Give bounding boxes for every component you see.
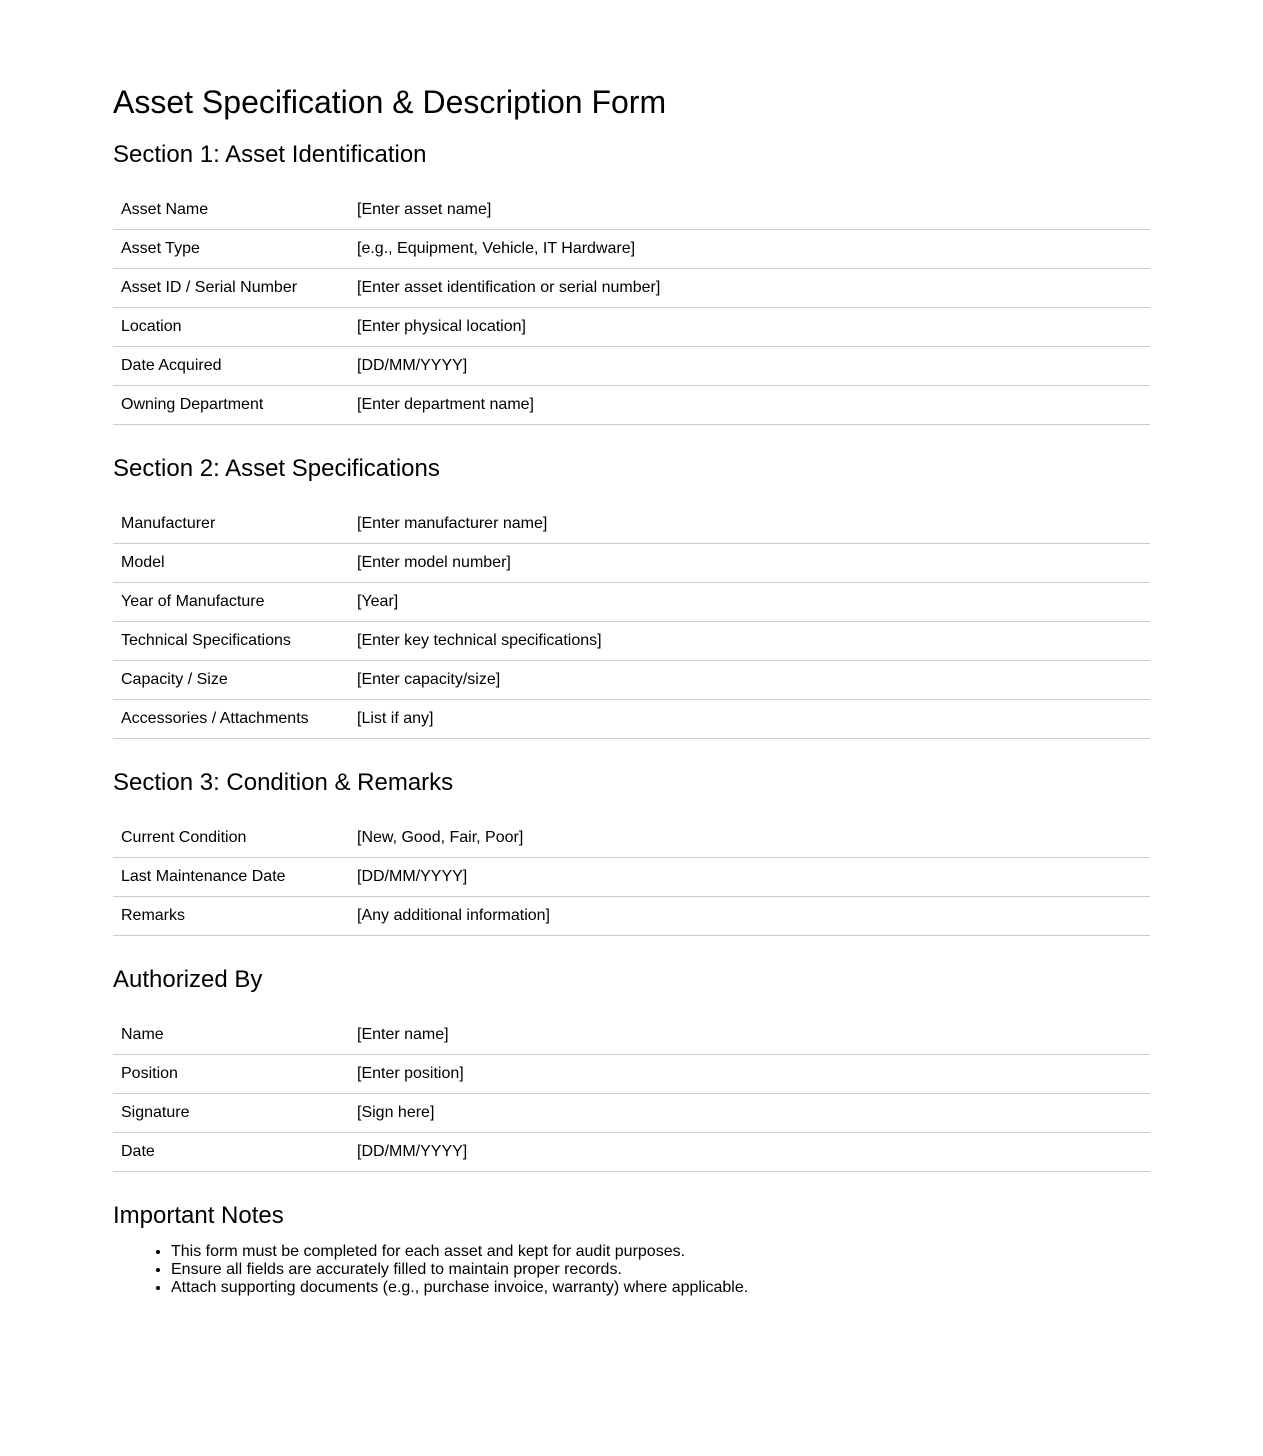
field-value[interactable]: [Year] bbox=[357, 593, 399, 610]
field-label: Position bbox=[121, 1065, 178, 1082]
section-heading: Section 1: Asset Identification bbox=[113, 141, 427, 168]
notes-list bbox=[113, 1243, 1150, 1297]
field-label: Accessories / Attachments bbox=[121, 710, 309, 727]
list-item: • This form must be completed for each asset and kept for audit purposes. bbox=[171, 1243, 1150, 1261]
field-label: Location bbox=[121, 318, 182, 335]
field-label: Remarks bbox=[121, 907, 186, 924]
section-authorized-by bbox=[113, 965, 1150, 1172]
field-row-asset-type bbox=[113, 230, 1150, 269]
field-value[interactable]: [List if any] bbox=[357, 710, 434, 727]
field-row-asset-name bbox=[113, 191, 1150, 230]
field-row-name bbox=[113, 1016, 1150, 1055]
field-label: Technical Specifications bbox=[121, 632, 291, 649]
field-label: Last Maintenance Date bbox=[121, 868, 286, 885]
section-heading: Authorized By bbox=[113, 966, 263, 993]
field-label: Model bbox=[121, 554, 165, 571]
field-value[interactable]: [Enter department name] bbox=[357, 396, 534, 413]
field-value[interactable]: [Enter physical location] bbox=[357, 318, 526, 335]
field-value[interactable]: [Any additional information] bbox=[357, 907, 550, 924]
list-item: • Ensure all fields are accurately filled to maintain proper records. bbox=[171, 1261, 1150, 1279]
field-row-last-maintenance-date bbox=[113, 858, 1150, 897]
field-row-date bbox=[113, 1133, 1150, 1172]
section-asset-identification bbox=[113, 140, 1150, 425]
field-table bbox=[113, 819, 1150, 936]
field-label: Owning Department bbox=[121, 396, 264, 413]
section-condition-remarks bbox=[113, 768, 1150, 936]
field-value[interactable]: [DD/MM/YYYY] bbox=[357, 357, 468, 374]
field-row-current-condition bbox=[113, 819, 1150, 858]
field-label: Asset ID / Serial Number bbox=[121, 279, 298, 296]
field-row-year-of-manufacture bbox=[113, 583, 1150, 622]
field-value[interactable]: [e.g., Equipment, Vehicle, IT Hardware] bbox=[357, 240, 636, 257]
important-notes bbox=[113, 1201, 1150, 1301]
field-label: Asset Type bbox=[121, 240, 200, 257]
field-row-remarks bbox=[113, 897, 1150, 936]
field-row-owning-department bbox=[113, 386, 1150, 425]
field-value[interactable]: [Sign here] bbox=[357, 1104, 435, 1121]
field-label: Manufacturer bbox=[121, 515, 216, 532]
field-value[interactable]: [Enter asset name] bbox=[357, 201, 492, 218]
field-label: Date Acquired bbox=[121, 357, 222, 374]
field-label: Year of Manufacture bbox=[121, 593, 265, 610]
field-value[interactable]: [Enter asset identification or serial number] bbox=[357, 279, 661, 296]
field-value[interactable]: [Enter capacity/size] bbox=[357, 671, 501, 688]
list-item: • Attach supporting documents (e.g., purchase invoice, warranty) where applicable. bbox=[171, 1279, 1150, 1297]
field-value[interactable]: [Enter manufacturer name] bbox=[357, 515, 548, 532]
field-row-asset-id bbox=[113, 269, 1150, 308]
field-row-model bbox=[113, 544, 1150, 583]
field-row-manufacturer bbox=[113, 505, 1150, 544]
field-label: Current Condition bbox=[121, 829, 247, 846]
section-heading: Section 2: Asset Specifications bbox=[113, 455, 440, 482]
field-label: Signature bbox=[121, 1104, 190, 1121]
field-row-accessories bbox=[113, 700, 1150, 739]
field-table bbox=[113, 1016, 1150, 1172]
field-value[interactable]: [DD/MM/YYYY] bbox=[357, 868, 468, 885]
field-row-technical-specifications bbox=[113, 622, 1150, 661]
field-value[interactable]: [DD/MM/YYYY] bbox=[357, 1143, 468, 1160]
notes-heading: Important Notes bbox=[113, 1202, 284, 1229]
section-heading: Section 3: Condition & Remarks bbox=[113, 769, 454, 796]
field-row-location bbox=[113, 308, 1150, 347]
field-value[interactable]: [Enter name] bbox=[357, 1026, 449, 1043]
field-value[interactable]: [Enter position] bbox=[357, 1065, 464, 1082]
field-label: Capacity / Size bbox=[121, 671, 228, 688]
section-asset-specifications bbox=[113, 454, 1150, 739]
field-row-position bbox=[113, 1055, 1150, 1094]
field-row-capacity-size bbox=[113, 661, 1150, 700]
field-value[interactable]: [New, Good, Fair, Poor] bbox=[357, 829, 524, 846]
field-label: Name bbox=[121, 1026, 164, 1043]
field-value[interactable]: [Enter model number] bbox=[357, 554, 511, 571]
field-label: Asset Name bbox=[121, 201, 209, 218]
field-row-date-acquired bbox=[113, 347, 1150, 386]
page-title: Asset Specification & Description Form bbox=[113, 84, 667, 120]
field-row-signature bbox=[113, 1094, 1150, 1133]
field-label: Date bbox=[121, 1143, 155, 1160]
field-value[interactable]: [Enter key technical specifications] bbox=[357, 632, 602, 649]
field-table bbox=[113, 191, 1150, 425]
field-table bbox=[113, 505, 1150, 739]
